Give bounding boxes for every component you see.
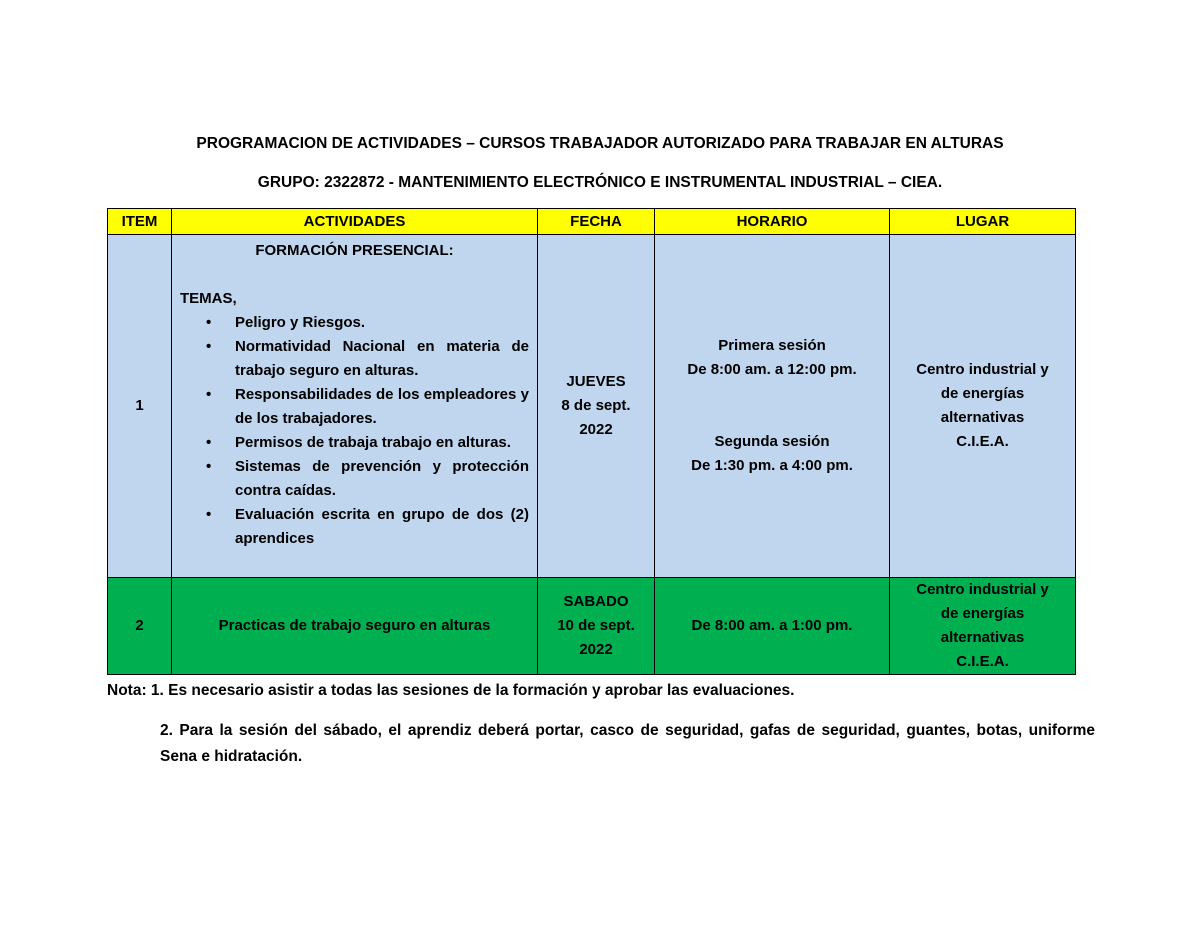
schedule-cell: De 8:00 am. a 1:00 pm. (655, 578, 890, 675)
activities-heading: FORMACIÓN PRESENCIAL: (255, 242, 454, 259)
item-cell: 2 (108, 578, 172, 675)
date-cell (538, 235, 655, 578)
document-title: PROGRAMACION DE ACTIVIDADES – CURSOS TRABAJADOR AUTORIZADO PARA TRABAJAR EN ALTURAS (196, 135, 1004, 152)
item-cell: 1 (108, 235, 172, 578)
bullet-icon: • (206, 338, 212, 355)
place-cell (890, 578, 1076, 675)
activities-cell: Practicas de trabajo seguro en alturas (172, 578, 538, 675)
header-actividades: ACTIVIDADES (172, 209, 538, 235)
bullet-icon: • (206, 506, 212, 523)
schedule-table (107, 208, 1076, 675)
list-item: • Evaluación escrita en grupo de dos (2) aprendices (235, 503, 529, 551)
header-horario: HORARIO (655, 209, 890, 235)
bullet-icon: • (206, 386, 212, 403)
list-item: • Normatividad Nacional en materia de trabajo seguro en alturas. (235, 335, 529, 383)
date-day: SABADO (563, 593, 629, 610)
date-year: 2022 (579, 641, 613, 658)
place-line: Centro industrial y (916, 581, 1049, 598)
session-2-time: De 1:30 pm. a 4:00 pm. (691, 457, 853, 474)
list-item: • Peligro y Riesgos. (235, 311, 529, 335)
place-line: C.I.E.A. (956, 653, 1009, 670)
date-cell (538, 578, 655, 675)
bullet-icon: • (206, 458, 212, 475)
date-day: JUEVES (566, 373, 626, 390)
table-row (108, 235, 1076, 578)
table-row (108, 578, 1076, 675)
session-2-label: Segunda sesión (714, 433, 830, 450)
date-year: 2022 (579, 421, 613, 438)
list-item: • Sistemas de prevención y protección contra caídas. (235, 455, 529, 503)
place-cell (890, 235, 1076, 578)
temas-list (180, 311, 529, 551)
header-fecha: FECHA (538, 209, 655, 235)
session-1-label: Primera sesión (718, 337, 826, 354)
note-2: 2. Para la sesión del sábado, el aprendiz deberá portar, casco de seguridad, gafas de seguridad, guantes, botas, uniforme Sena e hidratación. (160, 722, 1095, 765)
header-item: ITEM (108, 209, 172, 235)
date-date: 8 de sept. (561, 397, 631, 414)
bullet-icon: • (206, 314, 212, 331)
schedule-cell (655, 235, 890, 578)
place-line: alternativas (940, 409, 1025, 426)
session-1-time: De 8:00 am. a 12:00 pm. (687, 361, 857, 378)
list-item: • Permisos de trabaja trabajo en alturas. (235, 431, 529, 455)
list-item: • Responsabilidades de los empleadores y de los trabajadores. (235, 383, 529, 431)
date-date: 10 de sept. (557, 617, 635, 634)
place-line: de energías (940, 385, 1025, 402)
bullet-icon: • (206, 434, 212, 451)
place-line: de energías (940, 605, 1025, 622)
note-1: Nota: 1. Es necesario asistir a todas las sesiones de la formación y aprobar las evaluaciones. (107, 682, 795, 699)
place-line: Centro industrial y (916, 361, 1049, 378)
table-header-row (108, 209, 1076, 235)
temas-label: TEMAS, (180, 290, 237, 307)
group-subtitle: GRUPO: 2322872 - MANTENIMIENTO ELECTRÓNICO E INSTRUMENTAL INDUSTRIAL – CIEA. (257, 174, 943, 191)
place-line: C.I.E.A. (956, 433, 1009, 450)
header-lugar: LUGAR (890, 209, 1076, 235)
place-line: alternativas (940, 629, 1025, 646)
activities-cell (172, 235, 538, 578)
